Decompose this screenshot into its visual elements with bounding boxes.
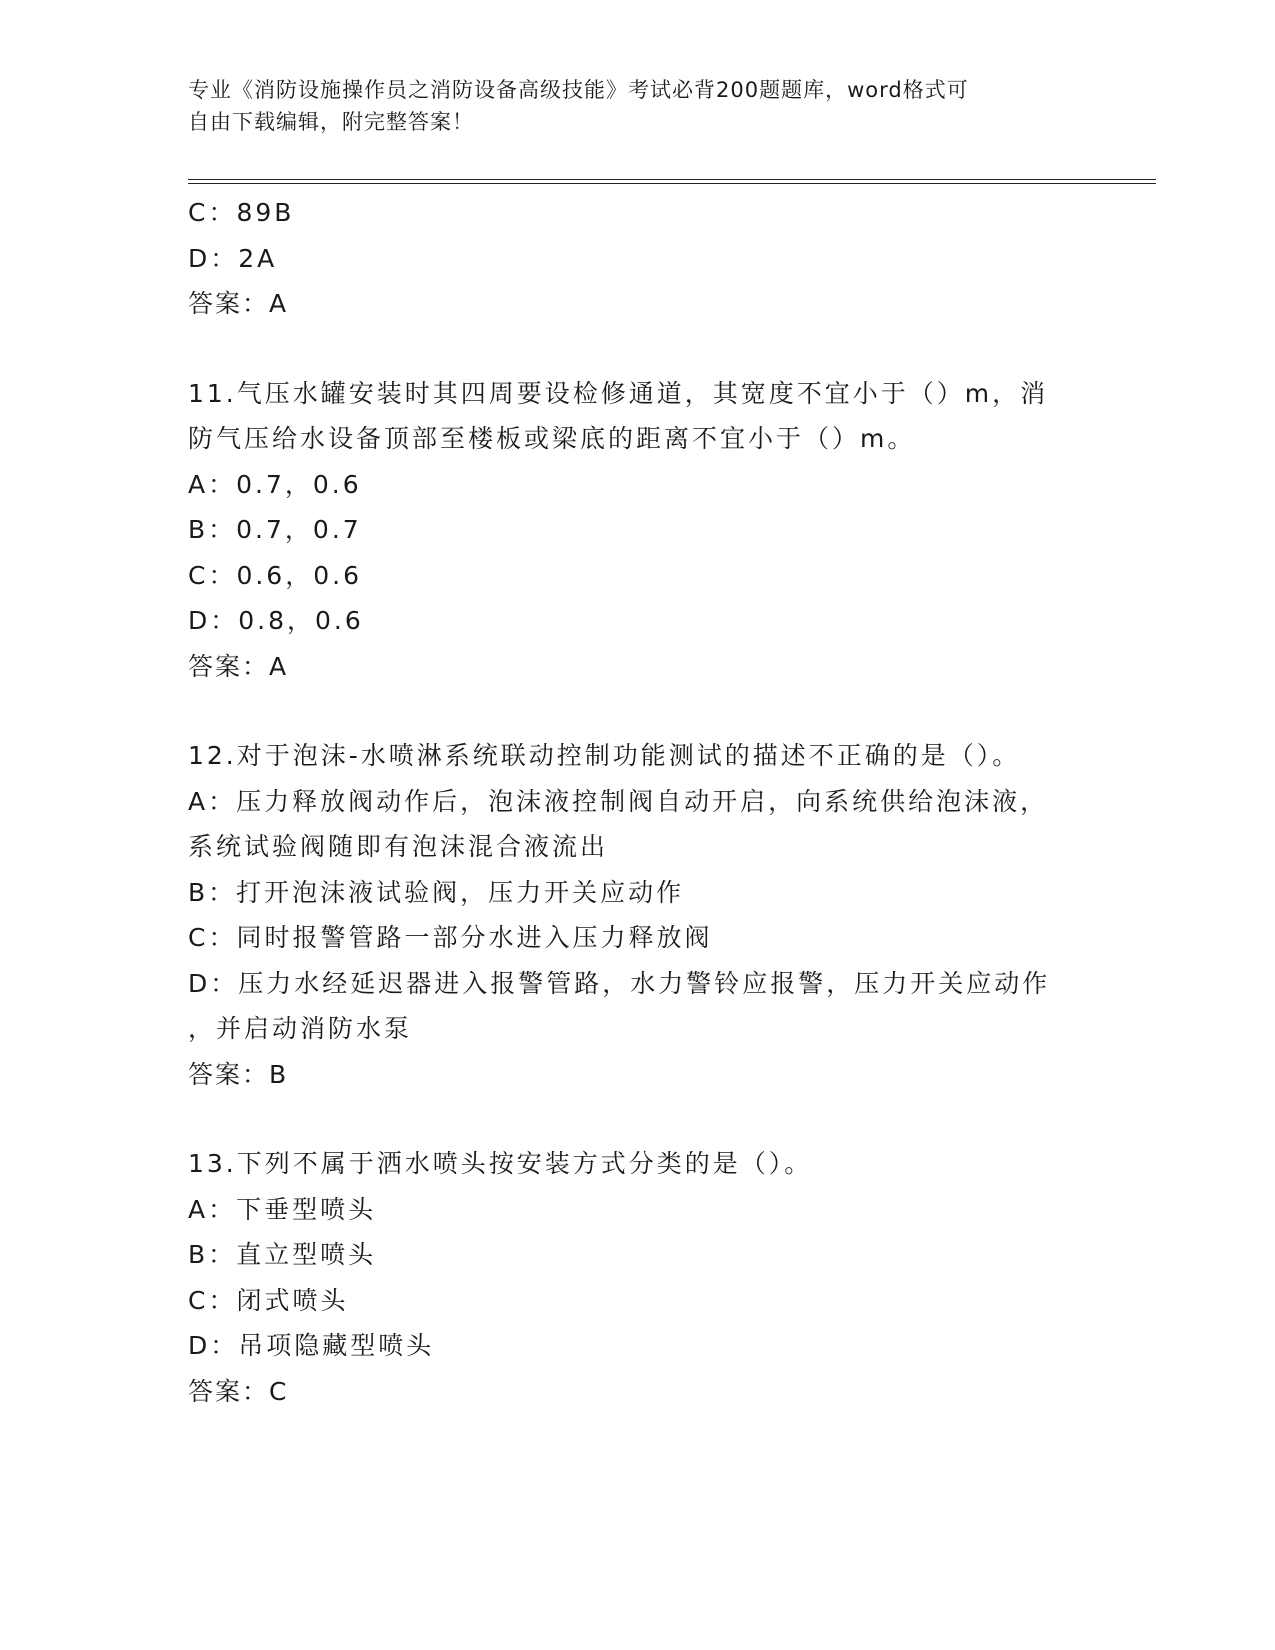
option-a: A：下垂型喷头 [188, 1194, 377, 1224]
option-d: D：吊项隐藏型喷头 [188, 1331, 435, 1360]
question-prev [188, 190, 1088, 327]
option-a-line-1: A：压力释放阀动作后，泡沫液控制阀自动开启，向系统供给泡沫液， [188, 786, 1049, 816]
question-stem-line-2: 防气压给水设备顶部至楼板或梁底的距离不宜小于（）m。 [188, 424, 916, 453]
question-13 [188, 1141, 1088, 1414]
option-d: D：2A [188, 243, 278, 273]
option-a: A：0.7，0.6 [188, 469, 362, 499]
answer-text: 答案：A [188, 289, 289, 318]
option-b: B：0.7，0.7 [188, 515, 362, 544]
answer-text: 答案：B [188, 1059, 289, 1089]
spacer [188, 689, 1088, 733]
option-a-line-2: 系统试验阀随即有泡沫混合液流出 [188, 832, 609, 861]
page-header [188, 74, 1068, 138]
option-c: C：0.6，0.6 [188, 560, 362, 590]
header-title-line-1: 专业《消防设施操作员之消防设备高级技能》考试必背200题题库，word格式可 [188, 78, 969, 102]
option-d: D：0.8，0.6 [188, 606, 364, 635]
option-d-line-2: ，并启动消防水泵 [188, 1014, 413, 1043]
option-d-line-1: D：压力水经延迟器进入报警管路，水力警铃应报警，压力开关应动作 [188, 968, 1051, 998]
option-c: C：同时报警管路一部分水进入压力释放阀 [188, 923, 713, 952]
question-12 [188, 733, 1088, 1097]
question-list [188, 190, 1088, 1414]
question-stem: 13.下列不属于洒水喷头按安装方式分类的是（）。 [188, 1149, 813, 1178]
header-title-line-2: 自由下载编辑，附完整答案！ [188, 110, 474, 134]
question-stem-line-1: 11.气压水罐安装时其四周要设检修通道，其宽度不宜小于（）m，消 [188, 378, 1049, 408]
question-stem: 12.对于泡沫-水喷淋系统联动控制功能测试的描述不正确的是（）。 [188, 741, 1021, 770]
question-11 [188, 371, 1088, 690]
option-c: C：89B [188, 198, 295, 227]
answer-text: 答案：A [188, 651, 289, 681]
option-c: C：闭式喷头 [188, 1285, 349, 1315]
option-b: B：打开泡沫液试验阀，压力开关应动作 [188, 877, 685, 907]
spacer [188, 1097, 1088, 1141]
spacer [188, 327, 1088, 371]
header-divider [188, 179, 1156, 184]
answer-text: 答案：C [188, 1376, 289, 1406]
option-b: B：直立型喷头 [188, 1240, 377, 1269]
